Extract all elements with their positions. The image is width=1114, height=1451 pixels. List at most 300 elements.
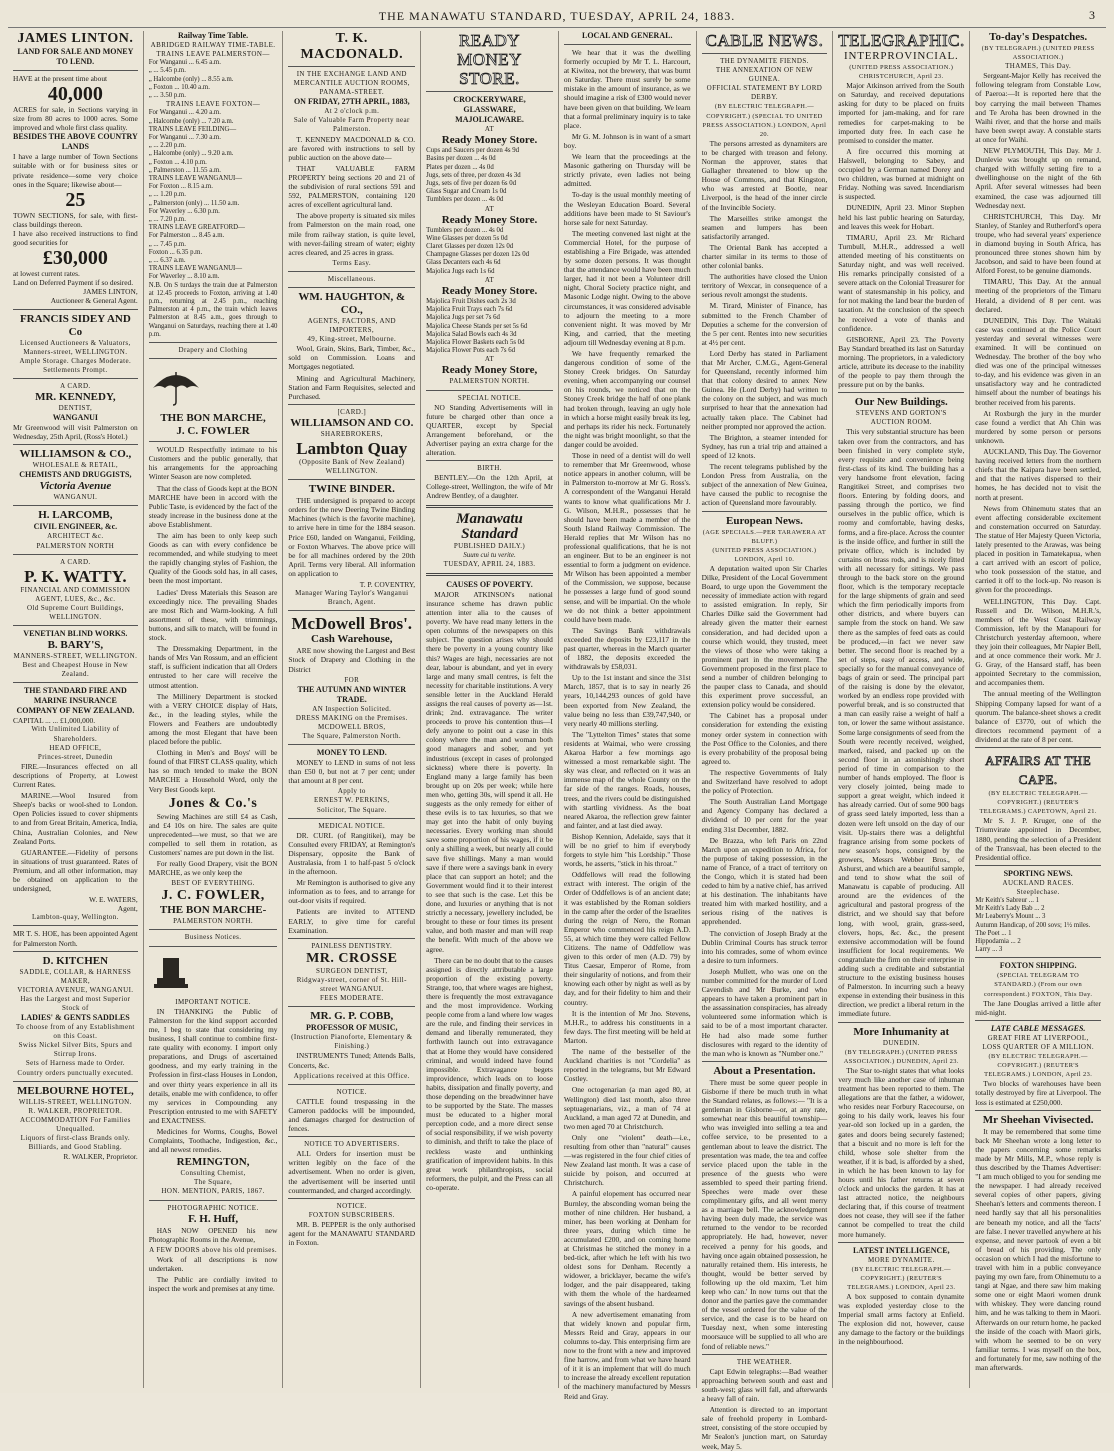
race-row: Larry ... 3 — [975, 946, 1003, 954]
cable-para: M. Tirard, Minister of Finance, has submitted to the French Chamber of Deputies a scheme for the conversion of the 5 per cent. Rentes into new securities at 4½ per cent. — [701, 301, 828, 347]
column-2 — [144, 31, 284, 1388]
harness: Sets of Harness made to Order. — [25, 1059, 125, 1068]
european-para: De Brazza, who left Paris on 22nd March upon an expedition to Africa, for the purpose of taking possession, in the name of France, of a tract of territory on the Congo, which it is stated had been ceded to him by a native chief, has arrived at his destination. The inhabitants have treated him with marked hostility, and a serious rising of the natives is apprehended. — [701, 835, 828, 927]
late-cable: LATE CABLE MESSAGES. — [990, 1023, 1086, 1033]
square-3: The Square, Palmerston North. — [302, 731, 402, 740]
rail-row: TRAINS LEAVE FEILDING— — [148, 125, 237, 133]
waters: W. E. WATERS, — [89, 895, 138, 905]
column-6 — [697, 31, 834, 1451]
pn-2: PALMERSTON NORTH. — [173, 917, 254, 926]
cable-para: The persons arrested as dynamiters are to be charged with treason and felony. Norman the approver, states that Gallagher threatened to blow up the House of Commons, and that Kingston, who was arrested at Bootle, near Liverpool, is the head of the inner circle of the Invincible Society. — [701, 138, 828, 212]
aim-text: The aim has been to only keep such Goods as can with every confidence be recommended, and while studying to meet the rapidly changing styles of Fashion, the Quality of the Goods sold has, in all cases, been the most important. — [148, 531, 278, 586]
rail-row: For Wanganui ... 7.30 a.m. — [148, 133, 221, 141]
local-para: Oddfellows will read the following extract with interest. The origin of the Order of Oddfellows is of an ancient date; it was established by the Roman soldiers in the camp after the order of the Israelites during the reign of Nero, the Roman Emperor who commenced his reign A.D. 55, at which time they were called Fellow Citizens. The name of Oddfellow was given to this order of men (A.D. 79) by Titus Caesar, Emperor of Rome, from their singularity of notions, and from their knowing each other by night as well as by day, and for their fidelity to him and their country. — [563, 870, 691, 1007]
rail-row: „ ... 2.20 p.m. — [148, 142, 186, 150]
town-sections: TOWN SECTIONS, for sale, with first-class buildings thereon. — [13, 210, 138, 229]
marine-text: MARINE.—Wool Insured from Sheep's backs or wool-shed to London. Open Policies issued to cover shipments to and from Great Britain, America, India, China, Australian Colonies, and New Zealand Ports. — [13, 791, 138, 846]
inhumanity-para: The Star to-night states that what looks very much like another case of inhuman treatment has been reported to them. The allegations are that the father, a widower, who resides near Forbury Racecourse, on going to his daily work, leaves his four year-old son locked up in a garden, the gates and doors being securely fastened; that a biscuit and no more is left for the child, whose sole shelter from the weather, if it is bad, is afforded by a shed, in which he has been known to lay for hours until his father returns at seven o'clock and unlocks the garden. It has at last attracted notice, the neighbours declaring that, if this course of treatment does not cease, they will see if the father cannot be compelled to treat the child more humanely. — [838, 1065, 965, 1239]
rail-row: For Palmerston ... 8.45 a.m. — [148, 232, 225, 240]
acres-text: ACRES for sale, in Sections varying in size from 80 acres to 1000 acres. Some improved and whole first class quality. — [13, 105, 138, 133]
sewing: Sewing Machines are still £4 as Cash, and £4 10s on hire. The sales are quite unprecedented—we must, so that we are compelled to sell them in rotation, as Customers' names are put down in the list. — [148, 811, 278, 858]
rail-row: TRAINS LEAVE GREATFORD— — [148, 224, 245, 232]
that-valuable: THAT VALUABLE FARM PROPERTY being sections 20 and 21 of the subdivision of rural sections 591 and 592, PALMERSTON, containing 120 acres of excellent agricultural land. — [288, 163, 416, 210]
race-row: Mr Keith's Sabreur ... 1 — [975, 896, 1040, 904]
cable-para: The Marseilles strike amongst the seamen and lumpers has been satisfactorily arranged. — [701, 213, 828, 241]
mining: Mining and Agricultural Machinery, Station and Farm Requisites, selected and Purchased. — [288, 373, 416, 401]
price-row: Majolica Flower Baskets each 5s 0d — [426, 338, 525, 346]
rail-row: „ ... 6.37 a.m. — [148, 256, 186, 264]
price-row: Glass Decanters each 4s 6d — [426, 259, 501, 267]
price-row: Plates per dozen ... 4s 0d — [426, 163, 494, 171]
majolica: MAJOLICAWARE. — [455, 115, 524, 124]
for: FOR — [344, 675, 360, 684]
inspection: AN Inspection Solicited. — [312, 704, 392, 713]
european-para: A deputation waited upon Sir Charles Dilke, President of the Local Government Board, to urge upon the Government the necessity of immediate action with regard to assisted emigration. In reply, Sir Charles Dilke said the Government had already given the matter their earnest consideration, and had decided upon a course which would, they trusted, meet the views of those who were taking a prominent part in the movement. The Government proposed in the first place to send a number of children belonging to the pauper class to Canada, and should this experiment prove successful, an extension policy would be considered. — [701, 563, 828, 710]
cape-para: Mr S. J. P. Kruger, one of the Triumvirate appointed in December, 1880, pending the selection of a President of the Transvaal, has been elected to the Presidential office. — [975, 816, 1102, 862]
local-para: Bishop Kennion, Adelaide, says that it will be no grief to him if everybody forgets to style him "his Lordship." Those words, he asserts, "stick in his throat." — [563, 831, 691, 869]
cattle: CATTLE found trespassing in the Cameron paddocks will be impounded, and damages charged for destruction of fences. — [288, 1096, 416, 1134]
rail-row: „ Halcombe (only) ... 8.55 a.m. — [148, 75, 234, 83]
manners: MANNERS-STREET, WELLINGTON. — [13, 652, 138, 661]
settlements: Settlements Prompt. — [43, 365, 108, 374]
at-2: AT — [484, 204, 495, 213]
civil-engineer: CIVIL ENGINEER, &c. — [33, 522, 118, 532]
instruments: INSTRUMENTS Tuned; Attends Balls, Concerts, &c. — [288, 1051, 416, 1070]
jones-heading: Jones & Co.'s — [168, 795, 258, 811]
foxton-subs: FOXTON SUBSCRIBERS. — [308, 1210, 395, 1219]
loss: LOSS QUARTER OF A MILLION. — [982, 1042, 1094, 1051]
watty-heading: P. K. WATTY. — [24, 566, 127, 586]
great-fire: GREAT FIRE AT LIVERPOOL, — [987, 1033, 1089, 1042]
european-para: The Cabinet has a proposal under consideration for extending the existing money order system in connection with the Post Office to the Colonies, and there is every probability of the proposal being agreed to. — [701, 711, 828, 766]
applications: Applications received at this Office. — [293, 1071, 410, 1080]
bentley: BENTLEY.—On the 12th April, at College-street, Wellington, the wife of Mr Andrew Bentley, of a daughter. — [426, 473, 553, 501]
causes-more: There can be no doubt that to the causes assigned is directly attributable a large proportion of the existing poverty. Strange, too, that where wages are highest, there is frequently the most extravagance and the most improvidence. Working people come from a land where low wages are the rule, and finding their services in demand and liberally remunerated, they forthwith launch out into extravagance that at Home they would have considered criminal, and would indeed have found impossible. Extravagance begets improvidence, which leads on to loose habits, dissipation and finally poverty, and those depending on the breadwinner have to be supported by the State. The masses must be educated to a higher moral perception code, and a more direct sense of social responsibility, if we wish poverty to diminish, and thrift to take the place of reckless waste and unthinking gratification of improvident habits. In this great work philanthropists, social reformers, the pulpit, and the Press can all co-operate. — [426, 955, 553, 1192]
local-para: Those in need of a dentist will do well to remember that Mr Greenwood, whose notice appears in another column, will be in Palmerston to-morrow at Mr G. Ross's. A correspondent of the Wanganui Herald wants to know what qualifications Mr J. G. Wilson, M.H.R., possesses that he should have been made a member of the South Island Railway Commission. The Herald replies that Mr Wilson has no professional qualifications, that he is not an engineer. But to be an engineer is not essential to form a judgment on evidence. Mr Wilson has been appointed a member of the Commission, we suppose, because he possesses a large fund of good sound sense, and will be impartial. On the whole we do not think a better appointment could have been made. — [563, 451, 691, 624]
rail-row: „ Halcombe (only) ... 7.20 a.m. — [148, 117, 234, 125]
local-general: LOCAL AND GENERAL. — [581, 31, 673, 40]
mcdowell: McDowell Bros'. — [291, 614, 413, 634]
local-para: To-day is the usual monthly meeting of the Wesleyan Education Board. Several additions have been made to St Saviour's horse sale for next Saturday. — [563, 190, 691, 227]
choose: To choose from of any Establishment on this Coast. — [16, 1023, 135, 1041]
all-orders: ALL Orders for insertion must be written legibly on the face of the advertisement. When no order is given, the advertisement will be inserted until countermanded, and charged accordingly. — [288, 1149, 416, 1195]
sporting: SPORTING NEWS. — [1003, 868, 1073, 878]
issue-date: TUESDAY, APRIL 24, 1883. — [443, 559, 536, 568]
panama: PANAMA-STREET. — [319, 88, 385, 97]
by-tel-7: (BY TELEGRAPH.) (UNITED PRESS ASSOCIATION.) DUNEDIN, April 23. — [843, 1048, 959, 1065]
bon-marche: THE BON MARCHE, — [160, 412, 266, 425]
wellington: WELLINGTON. — [49, 613, 102, 621]
page-masthead — [8, 6, 1106, 28]
ladies-saddles: LADIES' & GENTS SADDLES — [21, 1013, 130, 1023]
by-tel-8: (BY TELEGRAPH.) (UNITED PRESS ASSOCIATION.) — [981, 45, 1095, 62]
rail-rows-1 — [149, 59, 278, 100]
fees: FEES MODERATE. — [320, 994, 384, 1003]
remington: REMINGTON, — [176, 1156, 250, 1169]
card-label: A CARD. — [60, 381, 91, 390]
price-row: Tumblers per dozen ... 4s 0d — [426, 226, 504, 234]
about-presentation: About a Presentation. — [713, 1064, 816, 1077]
affairs-cape: AFFAIRS AT THE CAPE. — [985, 753, 1092, 788]
has-now: HAS NOW OPENED his new Photographic Rooms in the Avenue, — [148, 1225, 278, 1244]
european-para: The respective Governments of Italy and Switzerland have resolved to adopt the policy of Protection. — [701, 767, 828, 796]
telegraphic: TELEGRAPHIC. — [838, 31, 965, 50]
cable-news: CABLE NEWS. — [705, 31, 824, 50]
columns — [8, 31, 1106, 1451]
official: OFFICIAL STATEMENT BY LORD DERBY. — [706, 84, 823, 102]
local-para: A painful elopement has occurred near Burnley, the absconding woman being the mother of nine children. Her husband, a miner, has been working at Denham for three years, during which time he accumulated £200, and on coming home at Christmas he stitched the money in a bed-tick, after which he left with his two oldest sons for Denham. Recently a widower, a bricklayer, became the wife's lodger, and the pair disappeared, taking with them the whole of the hardearned savings of the absent husband. — [563, 1189, 691, 1308]
above: The above property is situated six miles from Palmerston on the main road, one mile from railway station, is quite level, with never-failing stream of water; eighty acres cleared, and 25 acres in grass. — [288, 211, 416, 257]
interprovincial: INTERPROVINCIAL. — [844, 50, 959, 62]
authorised: Mr Remington is authorised to give any information as to fees, and to arrange for out-door visits if required. — [288, 878, 416, 906]
terms: Terms Easy. — [332, 258, 371, 267]
painless: PAINLESS DENTISTRY. — [311, 941, 393, 950]
rail-row: „ Halcombe (only) ... 9.20 a.m. — [148, 150, 234, 158]
dress-making: DRESS MAKING on the Premises. — [295, 713, 408, 722]
paper-name: Manawatu Standard — [456, 510, 523, 542]
wholesale: WHOLESALE & RETAIL, — [32, 461, 119, 470]
price-row: Majolica Flower Pots each 7s 6d — [426, 347, 516, 355]
price-row: Wine Glasses per dozen 5s 0d — [426, 234, 508, 242]
hon: HON. MENTION, PARIS, 1867. — [161, 1187, 265, 1196]
manager: Manager Waring Taylor's Wanganui Branch, Agent. — [295, 589, 409, 607]
local-para: The "Lyttelton Times" states that some residents at Waimai, who were crossing Akaroa Harbor a few mornings ago witnessed a most remarkable sight. The sky was clear, and reflected on it was an immense map of the whole County on the far side of the ranges. Roads, houses, trees, and the rivers could be distinguished with startling vividness. As the boat neared Akaroa, the reflection grew fainter and fainter, and at last died away. — [563, 729, 691, 830]
price-row: Jugs, sets of three, per dozen 4s 3d — [426, 171, 521, 179]
auckland-races: AUCKLAND RACES. — [1002, 878, 1074, 887]
money-lend: MONEY TO LEND. — [316, 748, 387, 758]
more-dynamite: MORE DYNAMITE. — [867, 1255, 935, 1264]
wool: Wool, Grain, Skins, Bark, Timber, &c., sold on Commission. Loans and Mortgages negotiated. — [288, 344, 416, 372]
weather: THE WEATHER. — [736, 1357, 793, 1366]
old-supreme: Old Supreme Court Buildings, — [26, 603, 124, 612]
mcdowell-2: MCDOWELL BROS, — [317, 722, 386, 731]
at-4: AT — [484, 355, 495, 364]
willis: WILLIS-STREET, WELLINGTON. — [18, 1097, 132, 1106]
greenwood-text: Mr Greenwood will visit Palmerston on Wednesday, 25th April, (Ross's Hotel.) — [13, 423, 138, 442]
rail-row: TRAINS LEAVE WANGANUI— — [148, 174, 243, 182]
licensed: Licensed Auctioneers & Valuators, Manners-street, WELLINGTON. — [20, 338, 131, 356]
local-para: One octogenarian (a man aged 80, at Wellington) died last month, also three septuagenarians, viz., a man of 74 at Auckland, a man aged 72 at Dunedin, and two men aged 70 at Christchurch. — [563, 1085, 691, 1131]
causes: CAUSES OF POVERTY. — [446, 579, 533, 589]
race-row: Mr Leaberry's Mount ... 3 — [975, 913, 1046, 921]
maj-list — [426, 298, 553, 355]
besides-heading: BESIDES THE ABOVE COUNTRY LANDS — [13, 132, 138, 152]
ld: (BY ELECTRIC TELEGRAPH.—COPYRIGHT.) (REUTER'S TELEGRAMS.) LONDON, April 23. — [847, 1265, 956, 1291]
square: The Square, — [193, 1178, 233, 1187]
kennedy-macd: T. KENNEDY MACDONALD & CO. are favored with instructions to sell by public auction on the above date— — [288, 134, 416, 162]
accommodation: ACCOMMODATION For Families Unequalled. — [19, 1115, 131, 1133]
billiards: Billiards, and Good Stabling. — [28, 1143, 123, 1152]
public: The Public are cordially invited to inspect the work and premises at any time. — [148, 1275, 278, 1294]
glassware: GLASSWARE, — [463, 105, 516, 114]
crockery: CROCKERYWARE, — [453, 95, 526, 104]
price-row: Majolica Cheese Stands per set 5s 6d — [426, 322, 528, 330]
fire-text: FIRE.—Insurances effected on all descriptions of Property, at Lowest Current Rates. — [13, 761, 138, 790]
rail-row: „ Palmerston (only) ... 11.50 a.m. — [148, 199, 240, 207]
ready-money: READY MONEY STORE. — [457, 31, 522, 88]
price-row: Majolica Salad Bowls each 4s 3d — [426, 330, 517, 338]
price-row: Majolica Fruit Dishes each 2s 3d — [426, 297, 516, 305]
rms-2: Ready Money Store. — [441, 213, 538, 226]
column-7 — [833, 31, 970, 1388]
apply: Apply to — [337, 787, 366, 796]
fx-para: The Jane Douglas arrived a little after mid-night. — [975, 998, 1102, 1017]
larcomb-heading: H. LARCOMB, — [38, 509, 113, 522]
desp-para: Sergeant-Major Kelly has received the following telegram from Constable Low, of Paeroa:—It is reported here that the boy carrying the mail between Thames and Te Aroha has been drowned in the Waihi river, and that the horse and mails have been swept away. A constable starts at once for Waihi. — [975, 71, 1102, 144]
weather-para: Attention is directed to an important sale of freehold property in Lombard-street, consisting of the store occupied by Mr Sealon's junction mart, on Saturday week, May 5. — [701, 1405, 828, 1451]
price-row: Jugs, sets of five per dozen 6s 0d — [426, 179, 516, 187]
perkins: ERNEST W. PERKINS, — [314, 796, 390, 805]
local-para: A new advertisement emanating from that widely known and popular firm, Messrs Reid and Gray, appears in our columns to-day. This enterprising firm are now to the front with a new and improved fine harrow, and from what we have heard of it it is an implement that will do much to increase the already excellent reputation of the machinery manufactured by Messrs Reid and Gray. — [563, 1309, 691, 1401]
rail-row: Foxton ... 6.35 p.m. — [148, 248, 203, 256]
european-para: Joseph Mullett, who was one on the number committed for the murder of Lord Cavendish and Mr Burke, and who appears to have taken a prominent part in the assassination conspiracies, has already volunteered some information which is said to be of a most important character. He had also made some further disclosures with regard to the identity of the man who is known as "Number one." — [701, 966, 828, 1058]
local-para: We hear that it was the dwelling formerly occupied by Mr T. L. Harcourt, at Kiwitea, not the brewery, that was burnt on Saturday. There must surely be some mistake in the amount of insurance, as we should imagine a risk of £300 would never have been given on that building. We learn that a formal preliminary inquiry is to take place. — [563, 48, 691, 130]
dynamite-fiends: THE DYNAMITE FIENDS. — [720, 57, 809, 65]
lambton: Lambton-quay, Wellington. — [31, 913, 119, 922]
price-row: Champagne Glasses per dozen 12s 0d — [426, 251, 530, 259]
bon-2: THE BON MARCHE- — [159, 904, 267, 917]
princes: Princes-street, Dunedin — [37, 752, 113, 761]
guarantee-text: GUARANTEE.—Fidelity of persons in situations of trust guaranteed. Rates of Premium, and all other information, may be obtained on application to the undersigned, — [13, 847, 138, 894]
european-para: The South Australian Land Mortgage and Agency Company has declared a dividend of 10 per cent for the year ending 31st December, 1882. — [701, 797, 828, 834]
sharebrokers: SHAREBROKERS, — [320, 429, 383, 438]
wellington-3: WELLINGTON. — [325, 467, 378, 476]
instruction: (Instruction Pianoforte, Elementary & Finishing.) — [291, 1033, 413, 1051]
ample: Ample Storage. Charges Moderate. — [19, 356, 132, 365]
important: IMPORTANT NOTICE. — [175, 997, 251, 1006]
notice: NOTICE. — [336, 1087, 367, 1096]
professor: PROFESSOR OF MUSIC, — [306, 1023, 398, 1033]
latest-para: A box supposed to contain dynamite was exploded yesterday close to the Imperial small arms factory at Enfield. The explosion did not, however, cause any damage to the factory or the buildings in the neighbourhood. — [838, 1292, 965, 1347]
land-sale: LAND FOR SALE AND MONEY TO LEND. — [17, 47, 134, 66]
rail-row: „ ... 5.45 p.m. — [148, 67, 186, 75]
exchange: IN THE EXCHANGE LAND AND MERCANTILE AUCTION ROOMS, — [293, 70, 410, 88]
country: Country orders punctually executed. — [17, 1068, 134, 1077]
rms-4: Ready Money Store, — [441, 364, 538, 377]
pounds-figure: £30,000 — [42, 247, 108, 270]
rail-row: For Wanganui ... 6.45 a.m. — [148, 59, 221, 67]
head-office: HEAD OFFICE, — [49, 743, 102, 752]
ladies-dress: Ladies' Dress Materials this Season are exceedingly nice. The prevailing Shades are most Rich and Warm-looking. A full assortment of these, with trimmings, buttons, and silk to match, will be found in stock. — [148, 587, 278, 643]
unlimited: With Unlimited Liability of Shareholders. — [31, 725, 120, 743]
victoria-avenue: Victoria Avenue — [39, 480, 112, 493]
race-row: Mr Keith's Lady Bab ... 2 — [975, 905, 1045, 913]
plates-list — [426, 155, 553, 204]
race-row: Hippodamia ... 2 — [975, 937, 1021, 945]
upa-7: (UNITED PRESS ASSOCIATION.) CHRISTCHURCH, April 23. — [849, 64, 954, 81]
solicitor: Solicitor, The Square. — [316, 805, 387, 814]
dentist: DENTIST, — [58, 403, 93, 412]
clothing: Clothing in Men's and Boys' will be found of that FIRST CLASS quality, which has so much tended to make the BON MARCHE a Household Word, only the Very Best Goods kept. — [148, 748, 278, 794]
card-3: [CARD.] — [337, 407, 367, 416]
melbourne-hotel: MELBOURNE HOTEL, — [16, 1084, 134, 1097]
dunedin: DUNEDIN. — [882, 1038, 920, 1047]
at-1: AT — [484, 125, 495, 133]
pounds-text: at lowest current rates. — [13, 269, 80, 279]
price-row: Claret Glasses per dozen 12s 0d — [426, 243, 514, 251]
standard-fire: THE STANDARD FIRE AND MARINE INSURANCE COMPANY OF NEW ZEALAND. — [16, 686, 135, 716]
swiss: Swiss Nickel Silver Bits, Spurs and Stirrup Irons. — [18, 1041, 133, 1059]
fowler-2: J. C. FOWLER, — [161, 888, 265, 904]
notice-2: NOTICE. — [336, 1201, 367, 1210]
linton-heading: JAMES LINTON. — [17, 31, 134, 46]
at-two: At 2 o'clock p.m. — [324, 107, 380, 116]
bary: B. BARY'S, — [47, 639, 104, 652]
lf-hdr: (BY ELECTRIC TELEGRAPH.—COPYRIGHT.) (REUTER'S TELEGRAMS.) LONDON, April 23. — [984, 1053, 1093, 1079]
sale: Sale of Valuable Farm Property near Palmerston. — [293, 116, 410, 134]
published: PUBLISHED DAILY.) — [453, 541, 526, 550]
cable-para: The Oriental Bank has accepted a charter similar in its terms to those of other colonial banks. — [701, 242, 828, 271]
horses-list — [975, 897, 1101, 930]
financial: FINANCIAL AND COMMISSION AGENT, LUES, &c., &c. — [20, 585, 131, 603]
at-3: AT — [484, 275, 495, 284]
cape-hdr: (BY ELECTRIC TELEGRAPH.—COPYRIGHT.) (REUTER'S TELEGRAMS.) CAPETOWN, April 21. — [979, 790, 1097, 816]
rms-1: Ready Money Store. — [441, 134, 538, 147]
weather-para: Capt Edwin telegraphs:—Bad weather approaching between south and east and south-west; glass will fall, and afterwards a heavy fall of rain. — [701, 1366, 828, 1404]
tel-para: DUNEDIN, April 23. Minor Stephen held his last public hearing on Saturday, and leaves this week for Hobart. — [838, 203, 965, 231]
lambton-quay: Lambton Quay — [296, 439, 408, 458]
patients: Patients are invited to ATTEND EARLY, to give time for careful Examination. — [288, 907, 416, 935]
masthead-title: THE MANAWATU STANDARD, TUESDAY, APRIL 24, 1883. — [378, 9, 736, 23]
price-row: Tumblers per dozen ... 4s 0d — [426, 196, 504, 204]
king: 49, King-street, Melbourne. — [307, 335, 397, 344]
steeplechase: Steeplechase. — [1016, 887, 1060, 896]
mortar-icon — [149, 954, 193, 992]
price-row: Majolica Fruit Trays each 7s 6d — [426, 306, 513, 314]
new-buildings: Our New Buildings. — [854, 396, 948, 409]
cable-para: The authorities have closed the Union territory of Wexcar, in consequence of a serious revolt amongst the students. — [701, 272, 828, 300]
tel-para: A fire occurred this morning at Halswell, belonging to Sabey, and occupied by a German named Dorey and two children, was burned at midnight on Friday. Nothing was saved. Incendiarism is suspected. — [838, 146, 965, 202]
work: Work of all descriptions is now undertaken. — [148, 1254, 278, 1274]
rail-row: „ Palmerston ... 11.55 a.m. — [148, 166, 221, 174]
opposite: (Opposite Bank of New Zealand) — [299, 458, 405, 466]
best-of: BEST OF EVERYTHING. — [171, 879, 255, 888]
williamson-heading: WILLIAMSON & CO., — [19, 448, 132, 461]
curl: DR. CURL (of Rangitikei), may be Consulted every FRIDAY, at Remington's Dispensary, opposite the Bank of Australasia, from 1 to half-past 5 o'clock in the afternoon. — [288, 830, 416, 877]
are-now: ARE now showing the Largest and Best Stock of Drapery and Clothing in the District — [288, 646, 416, 674]
money-text: MONEY to LEND in sums of not less than £50 0, but not at 7 per cent; under that amount at 8 per cent. — [288, 758, 416, 786]
best-house: Best and Cheapest House in New Zealand. — [22, 661, 129, 679]
desp-para: AUCKLAND, This Day. The Governor having received letters from the northern chiefs that the Kaipara have been settled, and that the natives dispersed to their homes, he has decided not to visit the north at present. — [975, 447, 1102, 502]
pn-4: PALMERSTON NORTH. — [449, 377, 530, 386]
twine-text: THE undersigned is prepared to accept orders for the new Deering Twine Binding Machines (which is the favorite machine), to arrive here in time for the 1884 season. Price £60, landed on Wanganui, Feilding, or Foxton Wharves. The above price will be for all machines ordered by the 20th April. Terms very liberal. All information on application to — [288, 496, 416, 578]
largest: Has the Largest and most Superior Stock of — [20, 994, 131, 1012]
stevens: STEVENS AND GORTON'S AUCTION ROOM. — [855, 409, 947, 427]
column-8 — [970, 31, 1106, 1388]
desp-para: CHRISTCHURCH, This Day. Mr Stanley, of Stanley and Rutherford's opera troupe, who had several years' experience in diamond buying in South Africa, has pronounced three stones shown him by Jacobson, and said to have been found at Alford Forest, to be genuine diamonds. — [975, 211, 1102, 276]
lf-para: Two blocks of warehouses have been totally destroyed by fire at Liverpool. The loss is estimated at £250,000. — [975, 1079, 1102, 1107]
rail-row: „ ... 1.20 p.m. — [148, 191, 186, 199]
macdonald-heading: T. K. MACDONALD. — [300, 31, 404, 62]
consulting: Consulting Chemist, — [180, 1169, 246, 1178]
local-para: The meeting convened last night at the Commercial Hotel, for the purpose of establishing a Fire Brigade, was attended by some dozen persons. It was thought that the attendance would have been much larger, had it not been a Volunteer drill night, Choral Society practice night, and Masonic Lodge night. Owing to the above circumstances, it was considered advisable to adjourn the meeting to a more convenient night. It was moved by Mr King, and carried, that the meeting adjourn till Wednesday evening at 8 p.m. — [563, 228, 691, 347]
auctioneer: Auctioneer & General Agent. — [50, 296, 138, 306]
cable-para: The recent telegrams published by the London Press from Australia, on the subject of the annexation of New Guinea, have caused the public to recognise the action of Queensland more favourably. — [701, 462, 828, 508]
rail-row: „ ... 3.50 p.m. — [148, 92, 186, 99]
local-para: Only one "violent" death—i.e., resulting from other than "natural" causes—was registered in the four chief cities of New Zealand last month. It was a case of suicide by poison, and occurred at Christchurch. — [563, 1132, 691, 1188]
millinery: The Millinery Department is stocked with a VERY CHOICE display of Hats, &c., in the leading styles, while the Flowers and Feathers are undoubtedly among the most Elegant that have been placed before the public. — [148, 691, 278, 747]
cable-para: Lord Derby has stated in Parliament that Mr Archer, C.M.G., Agent-General for Queensland, recently informed him that that colony desired to annex New Guinea. He (Lord Derby) had written to the colony on the subject, and was much surprised to hear that the annexation had actually taken place. The Cabinet had neither prompted nor approved the action. — [701, 348, 828, 431]
handicap-list — [975, 930, 1101, 955]
desp-para: News from Ohinemutu states that an event affecting considerable excitement and consternation occurred on Saturday. The statue of Her Majesty Queen Victoria, lately presented to the Arawas, was being placed in position in Tamatekapua, when a cart arrived with an escort of police, who took possession of the statue, and carried it off to the lock-up. No reason is given for the proceedings. — [975, 503, 1102, 595]
page-number: 3 — [1089, 8, 1096, 22]
cash-warehouse: Cash Warehouse, — [311, 633, 393, 646]
notice-adv: NOTICE TO ADVERTISERS. — [304, 1140, 400, 1149]
price-row: Basins per dozen ... 4s 0d — [426, 155, 496, 163]
european-para: The conviction of Joseph Brady at the Dublin Criminal Courts has struck terror into his comrades, some of whom evince a desire to turn informers. — [701, 928, 828, 965]
acres-intro: HAVE at the present time about — [13, 74, 108, 83]
trains-pn: TRAINS LEAVE PALMERSTON— — [156, 50, 270, 59]
motto: Suum cui tu verite. — [463, 550, 516, 559]
dressmaking: The Dressmaking Department, in the hands of Mrs Van Rossum, and an efficient staff, is sufficient indication that all Orders entrusted to her care will receive the utmost attention. — [148, 644, 278, 690]
european-news: European News. — [726, 514, 803, 527]
acres-figure: 40,000 — [47, 83, 103, 106]
rms-3: Ready Money Store. — [441, 284, 538, 297]
business-notices: Business Notices. — [184, 933, 242, 942]
walker: R. WALKER, PROPRIETOR. — [28, 1106, 123, 1115]
rail-nb: N.B. On S turdays the train due at Palmerston at 12.45 proceeds to Foxton, arriving at 1.40 p.m., returning at 2.45 p.m., reaching Palmerston at 4 p.m., the train which leaves Palmerston at 8.45 a.m., goes through to Wanganui on Saturdays, reaching there at 1.40 p.m. — [148, 281, 278, 338]
twenty-five: 25 — [65, 188, 86, 211]
haughton: WM. HAUGHTON, & CO., — [298, 290, 406, 316]
thames: THAMES, This Day. — [1005, 62, 1072, 71]
umbrella-icon — [149, 366, 203, 406]
walker-2: R. WALKER, Proprietor. — [63, 1152, 138, 1162]
williamson-3: WILLIAMSON AND CO. — [290, 416, 414, 429]
land-note: Land on Deferred Payment if so desired. — [13, 278, 134, 288]
ridgway: Ridgway-street, corner of St. Hill-street WANGANUI. — [296, 975, 407, 994]
rail-row: „ ... 7.45 p.m. — [148, 240, 186, 248]
price-row: Glass Sugar and Cream 1s 0d — [426, 188, 507, 196]
price-row: Majolica Jugs each 1s 6d — [426, 267, 495, 275]
desp-para: DUNEDIN, This Day. The Waitaki case was continued at the Police Court yesterday and several witnesses were examined. It will be continued on Wednesday. The brother of the boy who died was one of the principal witnesses to-day, and his evidence was given in an unsatisfactory way and he contradicted himself about the number of beatings his brother received from his parents. — [975, 315, 1102, 407]
tel-para: Major Atkinson arrived from the South on Saturday, and received deputations asking for duty to be placed on fruits imported for jam-making, and for rare remedies for carpet-making to be imported duty free. In each case he promised to consider the matter. — [838, 81, 965, 145]
presentation-para: There must be some queer people in Gisborne if there be much truth in what the Standard relates, as follows:— "It is a gentleman in Gisborne—or, at any rate, somewhat near this beautiful township—who was inveigled into selling a tea and coffee service, to be presented to a gentleman about to leave the district. The presentation was made, the tea and coffee service placed upon the table in the presence of the guests who were assembled to speed their parting friend. Speeches were made over these complimentary gifts, and all went merry as a marriage bell. The acknowledgment having been duly made, the service was returned to the vendor to be recorded appropriately. He had, however, never received a penny for his goods, and having once again obtained possession, he naturally retained them. His interests, he thought, would be better served by following up the old maxim, 'Let him keep who can.' In now turns out that the donor and the parties gave the commander of the vessel ordered for the value of the service, and the case is to be heard on Tuesday next, when some interesting moorsauce will be supplied to all who are fond of reliable news." — [701, 1077, 828, 1351]
crosse: MR. CROSSE — [306, 950, 398, 966]
venetian: VENETIAN BLIND WORKS. — [23, 629, 128, 639]
kennedy-heading: MR. KENNEDY, — [35, 390, 116, 403]
upa-line: (UNITED PRESS ASSOCIATION.) LONDON, April 10. — [712, 546, 817, 563]
francis-heading: FRANCIS SIDEY AND Co — [19, 312, 131, 338]
would-text: WOULD Respectfully intimate to his Customers and the public generally, that his arrangements for the approaching Winter Season are now completed. — [148, 445, 278, 482]
inhumanity: More Inhumanity at — [853, 1025, 950, 1038]
railway-heading: Railway Time Table. — [177, 31, 249, 40]
drapery: Drapery and Clothing — [178, 345, 248, 354]
desp-para: The annual meeting of the Wellington Shipping Company lapsed for want of a quorum. The balance-sheet shows a credit balance of £3770, out of which the directors recommend payment of a dividend at the rate of 8 per cent. — [975, 689, 1102, 744]
glass-list — [426, 227, 553, 276]
liquors: Liquors of first-class Brands only. — [20, 1134, 131, 1143]
fx-hdr: (SPECIAL TELEGRAM TO STANDARD.) (From our own correspondent.) FOXTON, This Day. — [983, 972, 1093, 998]
kitchen-heading: D. KITCHEN — [42, 954, 109, 967]
cobb: MR. G. P. COBB, — [310, 1010, 394, 1023]
photographic: PHOTOGRAPHIC NOTICE. — [167, 1203, 259, 1212]
fowler: J. C. FOWLER — [176, 425, 250, 438]
local-para: The Savings Bank withdrawals exceeded the deposits by £23,117 in the past quarter, whereas in the March quarter of 1882, the deposits exceeded the withdrawals by £58,031. — [563, 625, 691, 672]
foxton-shipping: FOXTON SHIPPING. — [999, 961, 1077, 971]
medical: MEDICAL NOTICE. — [318, 821, 386, 830]
rail-rows-2 — [149, 109, 278, 281]
that-class: That the class of Goods kept at the BON MARCHE have been in accord with the Public Taste, is evidenced by the fact of the steady increase in the business done at the above Establishment. — [148, 483, 278, 529]
cable-para: The Brighton, a steamer intended for Sydney, has run a trial trip and attained a speed of 12 knots. — [701, 432, 828, 460]
rail-row: For Foxton ... 8.15 a.m. — [148, 183, 213, 191]
local-para: Mr G. M. Johnson is in want of a smart boy. — [563, 131, 691, 150]
desp-para: NEW PLYMOUTH, This Day. Mr J. Dunlevie was brought up on remand, charged with wilfully setting fire to a dwellinghouse on the night of the 6th April. After several witnesses had been examined, the case was adjourned till Wednesday next. — [975, 146, 1102, 210]
rail-row: For Waverley ... 8.10 a.m. — [148, 273, 220, 281]
local-para: It is the intention of Mr Jno. Stevens, M.H.R., to address his constituents in a few days. The first meeting will be held at Marton. — [563, 1008, 691, 1045]
column-1 — [8, 31, 144, 1388]
column-4 — [421, 31, 559, 1388]
coventry: T. P. COVENTRY, — [359, 580, 416, 590]
architect: ARCHITECT &c. — [47, 532, 104, 541]
